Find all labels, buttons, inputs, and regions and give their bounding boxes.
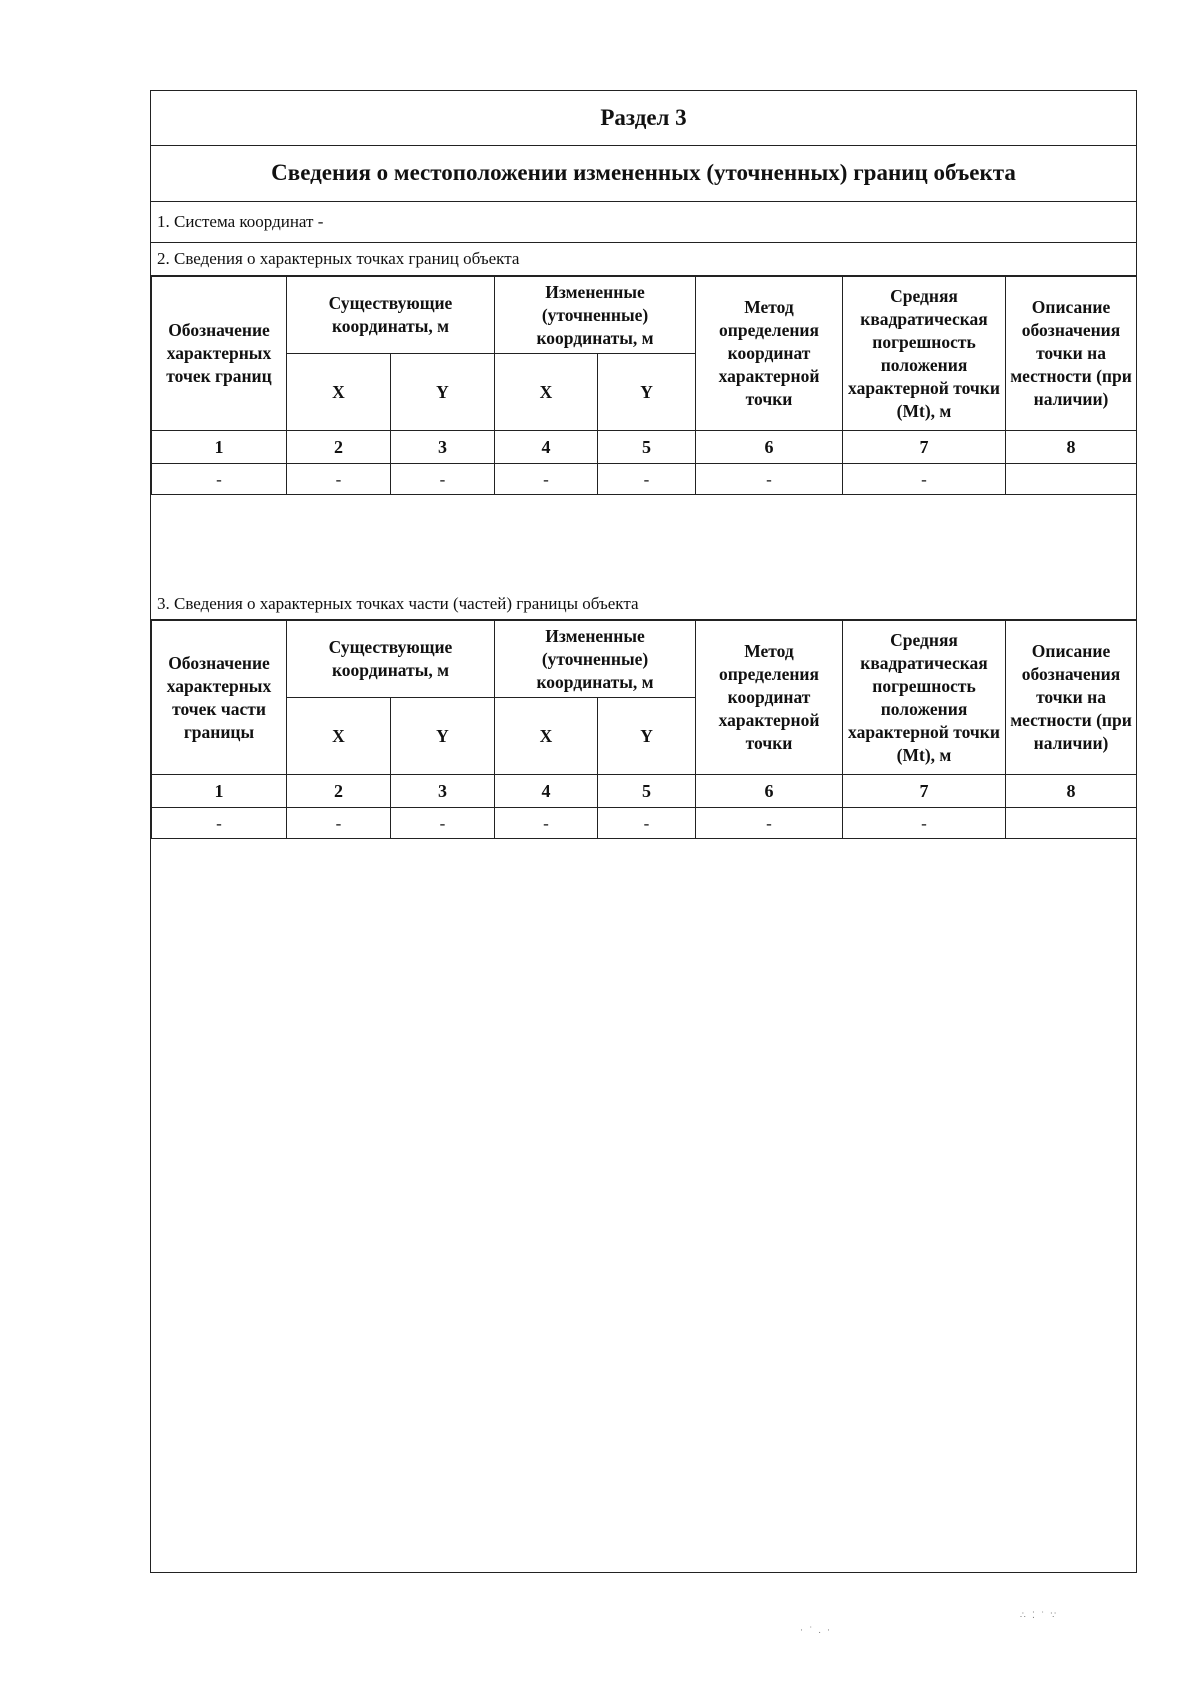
coordinate-system-line: 1. Система координат -: [151, 201, 1136, 243]
table-cell: -: [843, 808, 1006, 839]
column-numbers-row: [152, 775, 1137, 808]
table-cell: [1006, 464, 1137, 495]
column-number: 6: [696, 431, 843, 464]
table-cell: -: [391, 464, 495, 495]
column-numbers-row: [152, 431, 1137, 464]
table-cell: -: [391, 808, 495, 839]
table-cell: -: [287, 808, 391, 839]
header-method: Метод определения координат характерной точки: [696, 277, 843, 431]
table-cell: -: [843, 464, 1006, 495]
section-subtitle: Сведения о местоположении измененных (уточненных) границ объекта: [151, 145, 1136, 202]
section-title: Раздел 3: [151, 91, 1136, 146]
header-y-existing: Y: [391, 354, 495, 431]
table-cell: [1006, 808, 1137, 839]
column-number: 3: [391, 775, 495, 808]
table-row: [152, 808, 1137, 839]
section3-caption: 3. Сведения о характерных точках части (частей) границы объекта: [151, 588, 1136, 620]
header-x-existing: X: [287, 354, 391, 431]
header-mean-error: Средняя квадратическая погрешность положения характерной точки (Mt), м: [843, 277, 1006, 431]
table-cell: -: [495, 808, 598, 839]
table-cell: -: [696, 808, 843, 839]
header-y-changed: Y: [598, 698, 696, 775]
header-description: Описание обозначения точки на местности (при наличии): [1006, 621, 1137, 775]
header-existing-coordinates: Существующие координаты, м: [287, 277, 495, 354]
table-row: [152, 464, 1137, 495]
scan-noise: ∴ ⁚ ˙ ∵: [1020, 1610, 1059, 1620]
part-boundary-points-table: [151, 620, 1137, 839]
header-y-changed: Y: [598, 354, 696, 431]
column-number: 8: [1006, 431, 1137, 464]
table-cell: -: [152, 808, 287, 839]
column-number: 8: [1006, 775, 1137, 808]
table-cell: -: [598, 808, 696, 839]
header-point-designation: Обозначение характерных точек части границы: [152, 621, 287, 775]
column-number: 4: [495, 775, 598, 808]
scan-noise: · ˙ . ·: [800, 1625, 832, 1635]
column-number: 2: [287, 775, 391, 808]
header-mean-error: Средняя квадратическая погрешность положения характерной точки (Mt), м: [843, 621, 1006, 775]
column-number: 5: [598, 431, 696, 464]
boundary-points-table: [151, 276, 1137, 495]
table-cell: -: [696, 464, 843, 495]
header-x-changed: X: [495, 698, 598, 775]
header-description: Описание обозначения точки на местности (при наличии): [1006, 277, 1137, 431]
header-x-changed: X: [495, 354, 598, 431]
column-number: 3: [391, 431, 495, 464]
column-number: 5: [598, 775, 696, 808]
table-cell: -: [495, 464, 598, 495]
header-x-existing: X: [287, 698, 391, 775]
column-number: 4: [495, 431, 598, 464]
column-number: 7: [843, 775, 1006, 808]
column-number: 6: [696, 775, 843, 808]
table-cell: -: [598, 464, 696, 495]
column-number: 1: [152, 775, 287, 808]
column-number: 7: [843, 431, 1006, 464]
column-number: 1: [152, 431, 287, 464]
header-changed-coordinates: Измененные (уточненные) координаты, м: [495, 621, 696, 698]
header-point-designation: Обозначение характерных точек границ: [152, 277, 287, 431]
header-changed-coordinates: Измененные (уточненные) координаты, м: [495, 277, 696, 354]
header-y-existing: Y: [391, 698, 495, 775]
table-cell: -: [287, 464, 391, 495]
header-existing-coordinates: Существующие координаты, м: [287, 621, 495, 698]
section-frame: [150, 90, 1137, 1573]
section2-caption: 2. Сведения о характерных точках границ объекта: [151, 243, 1136, 276]
column-number: 2: [287, 431, 391, 464]
table-cell: -: [152, 464, 287, 495]
header-method: Метод определения координат характерной точки: [696, 621, 843, 775]
